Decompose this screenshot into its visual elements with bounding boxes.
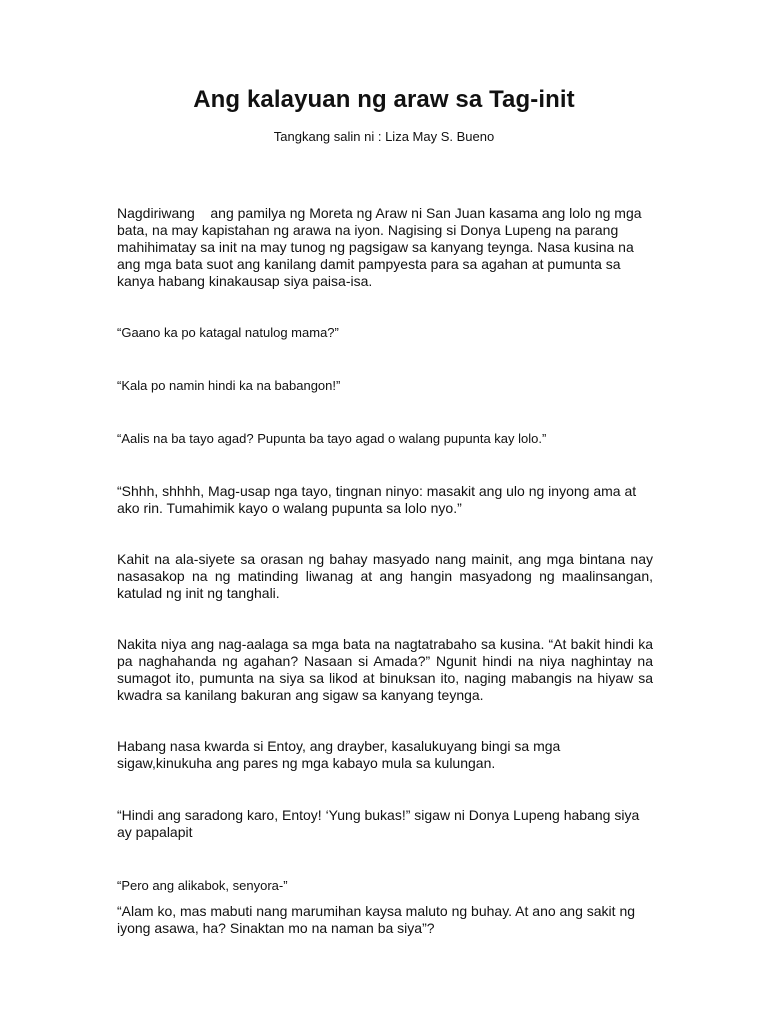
paragraph-3: “Kala po namin hindi ka na babangon!” bbox=[117, 378, 341, 393]
paragraph-6: Kahit na ala-siyete sa orasan ng bahay masyado nang mainit, ang mga bintana nay nasasakop na ng matinding liwanag at ang hangin masyadong ng maalinsangan, katulad ng init ng tanghali. bbox=[117, 551, 653, 601]
document-title: Ang kalayuan ng araw sa Tag-init bbox=[193, 86, 575, 113]
paragraph-2: “Gaano ka po katagal natulog mama?” bbox=[117, 325, 339, 340]
paragraph-7: Nakita niya ang nag-aalaga sa mga bata na nagtatrabaho sa kusina. “At bakit hindi ka pa naghahanda ng agahan? Nasaan si Amada?” Ngunit hindi na niya naghintay na sumagot ito, pumunta na siya sa likod at binuksan ito, naging mabangis na hiyaw sa kwadra sa kanilang bakuran ang sigaw sa kanyang teynga. bbox=[117, 636, 653, 703]
paragraph-4: “Aalis na ba tayo agad? Pupunta ba tayo agad o walang pupunta kay lolo.” bbox=[117, 431, 547, 446]
paragraph-10: “Pero ang alikabok, senyora-” bbox=[117, 878, 288, 893]
paragraph-11: “Alam ko, mas mabuti nang marumihan kaysa maluto ng buhay. At ano ang sakit ng iyong asawa, ha? Sinaktan mo na naman ba siya”? bbox=[117, 903, 636, 936]
paragraph-8: Habang nasa kwarda si Entoy, ang drayber, kasalukuyang bingi sa mga sigaw,kinukuha ang pares ng mga kabayo mula sa kulungan. bbox=[117, 738, 561, 771]
paragraph-9: “Hindi ang saradong karo, Entoy! ‘Yung bukas!” sigaw ni Donya Lupeng habang siya ay papalapit bbox=[117, 807, 640, 840]
paragraph-1: Nagdiriwang ang pamilya ng Moreta ng Araw ni San Juan kasama ang lolo ng mga bata, na may kapistahan ng arawa na iyon. Nagising si Donya Lupeng na parang mahihimatay sa init na may tunog ng pagsigaw sa kanyang teynga. Nasa kusina na ang mga bata suot ang kanilang damit pampyesta para sa agahan at pumunta sa kanya habang kinakausap siya paisa-isa. bbox=[117, 205, 646, 289]
document-subtitle: Tangkang salin ni : Liza May S. Bueno bbox=[273, 129, 495, 144]
paragraph-5: “Shhh, shhhh, Mag-usap nga tayo, tingnan ninyo: masakit ang ulo ng inyong ama at ako rin. Tumahimik kayo o walang pupunta sa lolo nyo.” bbox=[117, 483, 637, 516]
